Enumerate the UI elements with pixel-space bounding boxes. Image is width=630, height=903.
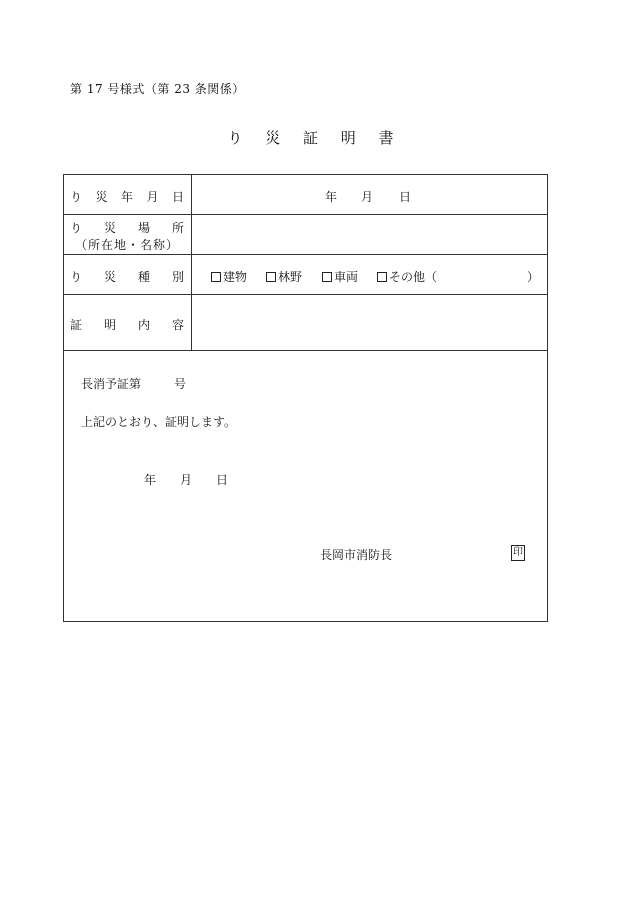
seal-icon: 印 — [511, 545, 525, 561]
row-disaster-type — [64, 255, 547, 295]
label-char: 別 — [171, 270, 184, 284]
option-label: その他（ — [389, 270, 438, 284]
field-disaster-type — [193, 255, 547, 294]
page-title: り 災 証 明 書 — [227, 129, 403, 147]
field-disaster-date[interactable] — [193, 175, 547, 214]
checkbox-icon — [377, 272, 387, 282]
row-certification-content — [64, 295, 547, 351]
field-certification-content[interactable] — [193, 295, 547, 350]
reference-suffix: 号 — [174, 377, 187, 391]
label-char: 災 — [103, 270, 116, 284]
label-char: 所 — [171, 221, 184, 235]
date-day: 日 — [399, 190, 412, 204]
label-char: 場 — [137, 221, 150, 235]
label-char: 明 — [103, 318, 116, 332]
issuer-name: 長岡市消防長 — [320, 548, 393, 562]
label-char: 種 — [137, 270, 150, 284]
checkbox-forest[interactable] — [266, 268, 302, 285]
label-char: 月 — [146, 190, 159, 204]
label-place-subtitle: （所在地・名称） — [74, 238, 179, 252]
checkbox-building[interactable] — [211, 268, 247, 285]
label-disaster-place — [64, 215, 192, 254]
date-month: 月 — [361, 190, 374, 204]
checkbox-vehicle[interactable] — [322, 268, 358, 285]
label-char: 災 — [103, 221, 116, 235]
label-char: 証 — [70, 318, 83, 332]
label-char: 内 — [137, 318, 150, 332]
label-char: 災 — [95, 190, 108, 204]
option-label: 建物 — [223, 270, 248, 284]
certification-statement: 上記のとおり、証明します。 — [81, 415, 237, 429]
label-char: り — [70, 270, 83, 284]
label-char: 日 — [171, 190, 184, 204]
checkbox-icon — [322, 272, 332, 282]
field-disaster-place[interactable] — [193, 215, 547, 254]
date-year: 年 — [325, 190, 338, 204]
option-label: 林野 — [278, 270, 303, 284]
issue-date-month: 月 — [180, 473, 193, 487]
label-char: り — [70, 221, 83, 235]
reference-prefix: 長消予証第 — [81, 377, 142, 391]
option-label: 車両 — [334, 270, 359, 284]
checkbox-icon — [266, 272, 276, 282]
certificate-form — [63, 174, 548, 622]
label-char: 年 — [120, 190, 133, 204]
form-number: 第 17 号様式（第 23 条関係） — [70, 82, 245, 96]
label-disaster-type — [64, 255, 192, 294]
issue-date-year: 年 — [144, 473, 157, 487]
label-disaster-date — [64, 175, 192, 214]
other-close-paren: ） — [526, 270, 539, 284]
row-disaster-place — [64, 215, 547, 255]
issue-date-day: 日 — [216, 473, 229, 487]
checkbox-icon — [211, 272, 221, 282]
label-char: り — [70, 190, 83, 204]
label-char: 容 — [171, 318, 184, 332]
row-disaster-date — [64, 175, 547, 215]
label-certification-content — [64, 295, 192, 350]
checkbox-other[interactable] — [377, 268, 437, 285]
